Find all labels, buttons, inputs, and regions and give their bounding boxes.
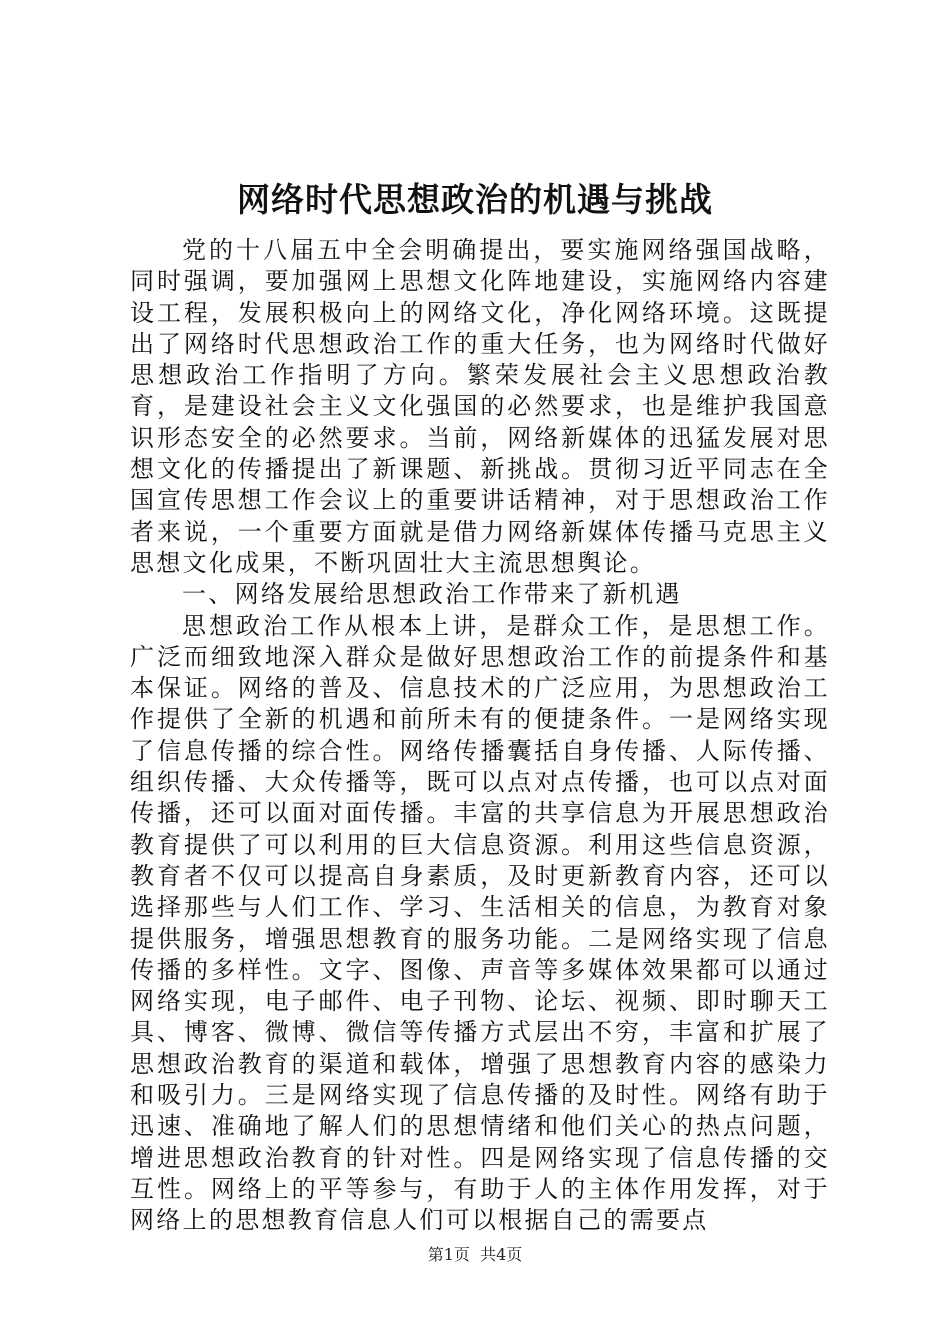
paragraph-opportunities: 思想政治工作从根本上讲，是群众工作，是思想工作。广泛而细致地深入群众是做好思想政治工作的前提条件和基本保证。网络的普及、信息技术的广泛应用，为思想政治工作提供了全新的机遇和前所未有的便捷条件。一是网络实现了信息传播的综合性。网络传播囊括自身传播、人际传播、组织传播、大众传播等，既可以点对点传播，也可以点对面传播，还可以面对面传播。丰富的共享信息为开展思想政治教育提供了可以利用的巨大信息资源。利用这些信息资源，教育者不仅可以提高自身素质，及时更新教育内容，还可以选择那些与人们工作、学习、生活相关的信息，为教育对象提供服务，增强思想教育的服务功能。二是网络实现了信息传播的多样性。文字、图像、声音等多媒体效果都可以通过网络实现，电子邮件、电子刊物、论坛、视频、即时聊天工具、博客、微博、微信等传播方式层出不穷，丰富和扩展了思想政治教育的渠道和载体，增强了思想教育内容的感染力和吸引力。三是网络实现了信息传播的及时性。网络有助于迅速、准确地了解人们的思想情绪和他们关心的热点问题，增进思想政治教育的针对性。四是网络实现了信息传播的交互性。网络上的平等参与，有助于人的主体作用发挥，对于网络上的思想教育信息人们可以根据自己的需要点 bbox=[130, 611, 830, 1235]
paragraph-intro: 党的十八届五中全会明确提出，要实施网络强国战略，同时强调，要加强网上思想文化阵地建设，实施网络内容建设工程，发展积极向上的网络文化，净化网络环境。这既提出了网络时代思想政治工作的重大任务，也为网络时代做好思想政治工作指明了方向。繁荣发展社会主义思想政治教育，是建设社会主义文化强国的必然要求，也是维护我国意识形态安全的必然要求。当前，网络新媒体的迅猛发展对思想文化的传播提出了新课题、新挑战。贯彻习近平同志在全国宣传思想工作会议上的重要讲话精神，对于思想政治工作者来说，一个重要方面就是借力网络新媒体传播马克思主义思想文化成果，不断巩固壮大主流思想舆论。 bbox=[130, 236, 830, 577]
document-title: 网络时代思想政治的机遇与挑战 bbox=[237, 180, 713, 219]
document-body bbox=[130, 235, 830, 1237]
page-footer bbox=[0, 1245, 950, 1265]
page-number: 第1页 共4页 bbox=[427, 1245, 523, 1264]
section-heading-1: 一、网络发展给思想政治工作带来了新机遇 bbox=[182, 580, 682, 609]
